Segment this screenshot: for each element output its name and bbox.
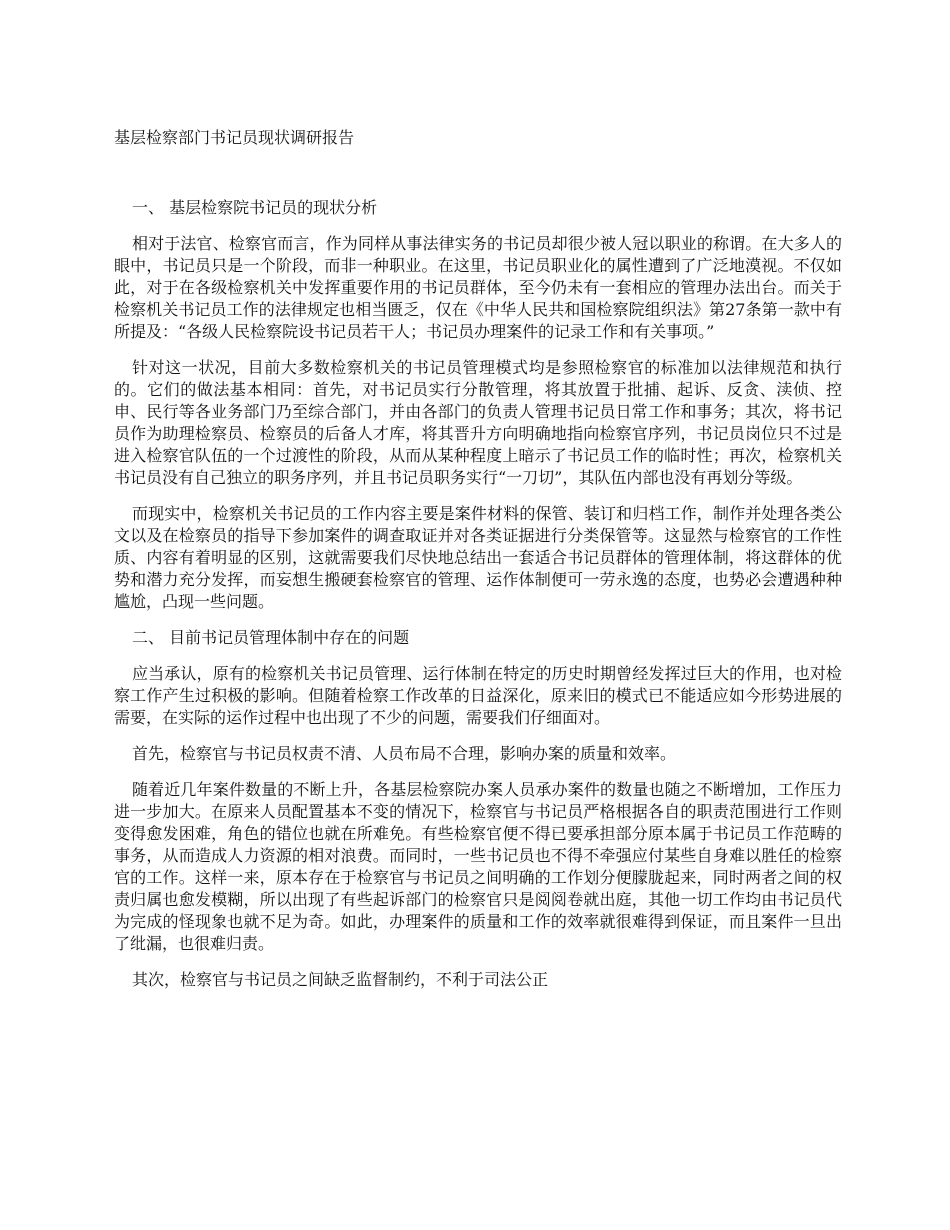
paragraph: 应当承认，原有的检察机关书记员管理、运行体制在特定的历史时期曾经发挥过巨大的作用，也对检察工作产生过积极的影响。但随着检察工作改革的日益深化，原来旧的模式已不能适应如今形势进展的需要，在实际的运作过程中也出现了不少的问题，需要我们仔细面对。 [114, 664, 842, 727]
paragraph: 针对这一状况，目前大多数检察机关的书记员管理模式均是参照检察官的标准加以法律规范和执行的。它们的做法基本相同：首先，对书记员实行分散管理，将其放置于批捕、起诉、反贪、渎侦、控申、民行等各业务部门乃至综合部门，并由各部门的负责人管理书记员日常工作和事务；其次，将书记员作为助理检察员、检察员的后备人才库，将其晋升方向明确地指向检察官序列，书记员岗位只不过是进入检察官队伍的一个过渡性的阶段，从而从某种程度上暗示了书记员工作的临时性；再次，检察机关书记员没有自己独立的职务序列，并且书记员职务实行“一刀切”，其队伍内部也没有再划分等级。 [114, 358, 842, 487]
paragraph: 相对于法官、检察官而言，作为同样从事法律实务的书记员却很少被人冠以职业的称谓。在大多人的眼中，书记员只是一个阶段，而非一种职业。在这里，书记员职业化的属性遭到了广泛地漠视。不仅如此，对于在各级检察机关中发挥重要作用的书记员群体，至今仍未有一套相应的管理办法出台。而关于检察机关书记员工作的法律规定也相当匮乏，仅在《中华人民共和国检察院组织法》第27条第一款中有所提及：“各级人民检察院设书记员若干人；书记员办理案件的记录工作和有关事项。” [114, 234, 842, 341]
section-heading: 二、 目前书记员管理体制中存在的问题 [132, 628, 410, 647]
document-body [114, 197, 842, 1005]
document-page [114, 0, 842, 1230]
paragraph: 其次，检察官与书记员之间缺乏监督制约，不利于司法公正 [132, 970, 549, 989]
section-heading: 一、 基层检察院书记员的现状分析 [132, 198, 378, 217]
paragraph: 而现实中，检察机关书记员的工作内容主要是案件材料的保管、装订和归档工作，制作并处理各类公文以及在检察员的指导下参加案件的调查取证并对各类证据进行分类保管等。这显然与检察官的工作性质、内容有着明显的区别，这就需要我们尽快地总结出一套适合书记员群体的管理体制，将这群体的优势和潜力充分发挥，而妄想生搬硬套检察官的管理、运作体制便可一劳永逸的态度，也势必会遭遇种种尴尬，凸现一些问题。 [114, 504, 842, 611]
paragraph: 随着近几年案件数量的不断上升，各基层检察院办案人员承办案件的数量也随之不断增加，工作压力进一步加大。在原来人员配置基本不变的情况下，检察官与书记员严格根据各自的职责范围进行工作则变得愈发困难，角色的错位也就在所难免。有些检察官便不得已要承担部分原本属于书记员工作范畴的事务，从而造成人力资源的相对浪费。而同时，一些书记员也不得不牵强应付某些自身难以胜任的检察官的工作。这样一来，原本存在于检察官与书记员之间明确的工作划分便朦胧起来，同时两者之间的权责归属也愈发模糊，所以出现了有些起诉部门的检察官只是阅阅卷就出庭，其他一切工作均由书记员代为完成的怪现象也就不足为奇。如此，办理案件的质量和工作的效率就很难得到保证，而且案件一旦出了纰漏，也很难归责。 [114, 780, 842, 953]
document-title: 基层检察部门书记员现状调研报告 [114, 128, 355, 147]
paragraph: 首先，检察官与书记员权责不清、人员布局不合理，影响办案的质量和效率。 [132, 744, 677, 763]
